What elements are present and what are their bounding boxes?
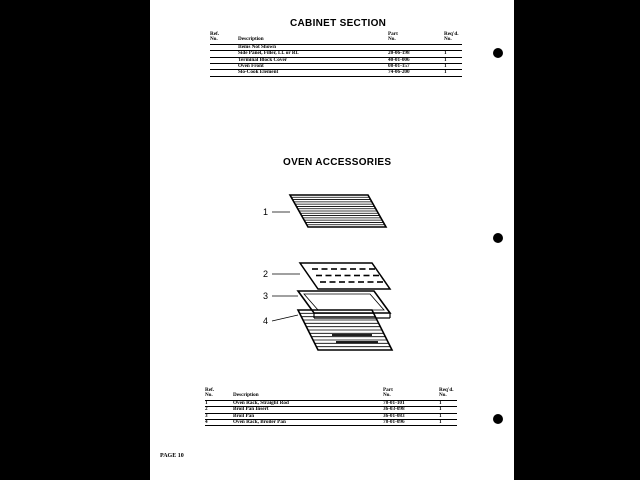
callout-4-label: 4: [263, 316, 269, 326]
description-cell: Broil Pan: [233, 413, 383, 419]
page-number: PAGE 10: [160, 453, 184, 459]
quantity-cell: 1: [444, 51, 462, 57]
reqd-header: Req'd. No.: [444, 32, 462, 44]
quantity-cell: 1: [439, 413, 457, 419]
callout-1-label: 1: [263, 207, 269, 217]
oven-rack-straight-rod: [290, 195, 386, 227]
table-header-row: [205, 388, 457, 400]
ref-cell: 3: [205, 413, 233, 419]
description-cell: Slo-Cook Element: [238, 70, 388, 76]
callout-3-label: 3: [263, 291, 269, 301]
table-row: [210, 70, 462, 76]
callout-2-label: 2: [263, 269, 269, 279]
quantity-cell: 1: [439, 407, 457, 413]
description-cell: Oven Rack, Straight Rod: [233, 400, 383, 406]
part-number-cell: 20-06-198: [388, 51, 444, 57]
quantity-cell: 1: [444, 70, 462, 76]
quantity-cell: 1: [439, 400, 457, 406]
quantity-cell: 1: [439, 420, 457, 426]
oven-rack-broiler-pan: [298, 310, 392, 350]
ref-cell: 4: [205, 420, 233, 426]
binder-hole-bottom: [493, 414, 503, 424]
quantity-cell: 1: [444, 57, 462, 63]
reqd-header: Req'd. No.: [439, 388, 457, 400]
quantity-cell: 1: [444, 64, 462, 70]
description-cell: Terminal Block Cover: [238, 57, 388, 63]
part-number-cell: 08-01-157: [388, 64, 444, 70]
binder-hole-top: [493, 48, 503, 58]
cabinet-parts-table: [210, 32, 462, 77]
part-number-cell: 78-01-096: [383, 420, 439, 426]
description-cell: Oven Front: [238, 64, 388, 70]
table-header-row: [210, 32, 462, 44]
part-number-cell: 36-01-083: [383, 413, 439, 419]
description-cell: Items Not Shown: [238, 44, 388, 50]
broil-pan: [298, 291, 390, 318]
ref-cell: 2: [205, 407, 233, 413]
table-row: [205, 420, 457, 426]
cabinet-section-title: CABINET SECTION: [290, 18, 387, 29]
part-number-cell: 78-01-101: [383, 400, 439, 406]
ref-cell: 1: [205, 400, 233, 406]
ref-cell: [210, 70, 238, 76]
oven-accessories-diagram: [260, 185, 410, 365]
callout-leaders: [272, 212, 300, 321]
oven-accessories-title: OVEN ACCESSORIES: [283, 157, 392, 168]
binder-hole-middle: [493, 233, 503, 243]
description-cell: Side Panel, Filler, Lt. or Rt.: [238, 51, 388, 57]
description-header: Description: [238, 32, 388, 44]
accessories-parts-table: [205, 388, 457, 426]
description-cell: Oven Rack, Broiler Pan: [233, 420, 383, 426]
ref-header: Ref. No.: [205, 388, 233, 400]
part-number-cell: 36-03-098: [383, 407, 439, 413]
ref-header: Ref. No.: [210, 32, 238, 44]
part-number-cell: 74-06-200: [388, 70, 444, 76]
description-header: Description: [233, 388, 383, 400]
broil-pan-insert: [300, 263, 390, 289]
part-header: Part No.: [383, 388, 439, 400]
part-number-cell: 40-01-006: [388, 57, 444, 63]
description-cell: Broil Pan Insert: [233, 407, 383, 413]
part-header: Part No.: [388, 32, 444, 44]
